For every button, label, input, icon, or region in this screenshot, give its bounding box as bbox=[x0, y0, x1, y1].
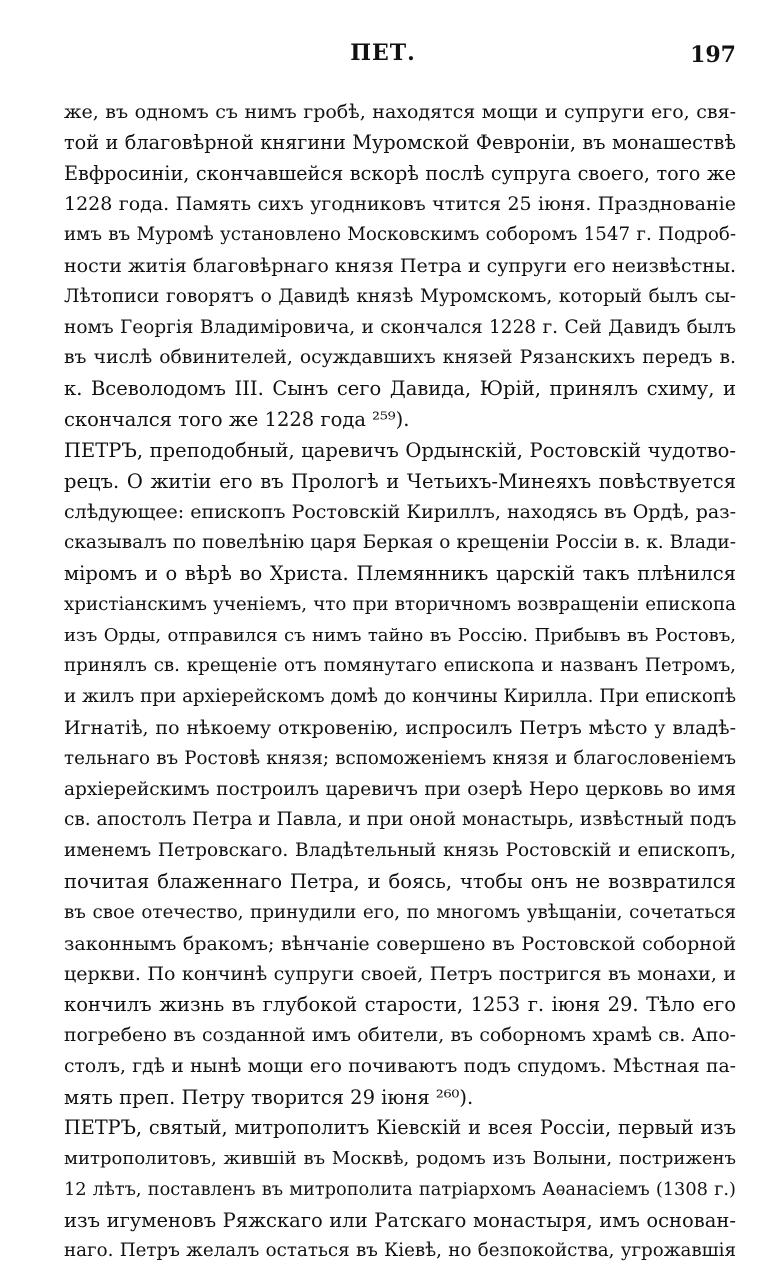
text-line: св. апостолъ Петра и Павла, и при оной монастырь, извѣстный подъ bbox=[64, 809, 736, 831]
text-line: 1228 года. Память сихъ угодниковъ чтится 25 іюня. Празднованіе bbox=[64, 193, 736, 216]
body-text bbox=[64, 97, 736, 1267]
text-line: Игнатіѣ, по нѣкоему откровенію, испросилъ Петръ мѣсто у владѣ- bbox=[64, 716, 736, 739]
page-header bbox=[0, 40, 766, 80]
text-line: церкви. По кончинѣ супруги своей, Петръ постригся въ монахи, и bbox=[64, 963, 736, 986]
text-line: той и благовѣрной княгини Муромской Февроніи, въ монашествѣ bbox=[64, 130, 736, 154]
page-number: 197 bbox=[690, 42, 736, 68]
text-line: слѣдующее: епископъ Ростовскій Кириллъ, находясь въ Ордѣ, раз- bbox=[64, 501, 736, 524]
text-line: Евфросиніи, скончавшейся вскорѣ послѣ супруга своего, того же bbox=[64, 161, 736, 185]
text-line: погребено въ созданной имъ обители, въ соборномъ храмѣ св. Апо- bbox=[64, 1024, 736, 1046]
text-line: же, въ одномъ съ нимъ гробѣ, находятся мощи и супруги его, свя- bbox=[64, 101, 736, 123]
text-line: принялъ св. крещеніе отъ помянутаго епископа и названъ Петромъ, bbox=[64, 655, 736, 677]
text-line: скончался того же 1228 года ²⁵⁹). bbox=[64, 407, 410, 431]
text-line: въ свое отечество, принудили его, по многомъ увѣщаніи, сочетаться bbox=[64, 901, 736, 923]
text-line: тельнаго въ Ростовѣ князя; вспоможеніемъ князя и благословеніемъ bbox=[64, 747, 736, 769]
text-line: христіанскимъ ученіемъ, что при вторичномъ возвращеніи епископа bbox=[64, 593, 736, 615]
text-line: и жилъ при архіерейскомъ домѣ до кончины Кирилла. При епископѣ bbox=[64, 686, 736, 708]
text-line: въ числѣ обвинителей, осуждавшихъ князей Рязанскихъ передъ в. bbox=[64, 347, 736, 369]
running-head: ПЕТ. bbox=[350, 40, 416, 66]
text-line: мять преп. Петру творится 29 іюня ²⁶⁰). bbox=[64, 1085, 474, 1109]
text-line: столъ, гдѣ и нынѣ мощи его почиваютъ подъ спудомъ. Мѣстная па- bbox=[64, 1055, 736, 1077]
text-line: сказывалъ по повелѣнію царя Беркая о крещеніи Россіи в. к. Влади- bbox=[64, 532, 736, 554]
text-line: архіерейскимъ построилъ царевичъ при озерѣ Неро церковь во имя bbox=[64, 778, 736, 800]
text-line: имъ въ Муромѣ установлено Московскимъ соборомъ 1547 г. Подроб- bbox=[64, 224, 736, 246]
text-line: рецъ. О житіи его въ Прологѣ и Четьихъ-Минеяхъ повѣствуется bbox=[64, 469, 736, 493]
text-line: именемъ Петровскаго. Владѣтельный князь Ростовскій и епископъ, bbox=[64, 840, 736, 862]
paragraph-1 bbox=[64, 97, 736, 436]
text-line: к. Всеволодомъ III. Сынъ сего Давида, Юрій, принялъ схиму, и bbox=[64, 377, 736, 401]
text-line: законнымъ бракомъ; вѣнчаніе совершено въ Ростовской соборной bbox=[64, 932, 736, 955]
text-line: почитая блаженнаго Петра, и боясь, чтобы онъ не возвратился bbox=[64, 869, 736, 893]
text-line: міромъ и о вѣрѣ во Христа. Племянникъ царскій такъ плѣнился bbox=[64, 561, 736, 585]
text-line: ПЕТРЪ, преподобный, царевичъ Ордынскій, Ростовскій чудотво- bbox=[64, 438, 736, 462]
text-line: Лѣтописи говорятъ о Давидѣ князѣ Муромскомъ, который былъ сы- bbox=[64, 285, 736, 307]
text-line: номъ Георгія Владиміровича, и скончался 1228 г. Сей Давидъ былъ bbox=[64, 316, 736, 338]
text-line: изъ игуменовъ Ряжскаго или Ратскаго монастыря, имъ основан- bbox=[64, 1208, 736, 1232]
text-line: митрополитовъ, жившій въ Москвѣ, родомъ изъ Волыни, постриженъ bbox=[64, 1148, 736, 1170]
text-line: изъ Орды, отправился съ нимъ тайно въ Россію. Прибывъ въ Ростовъ, bbox=[64, 624, 736, 646]
text-line: кончилъ жизнь въ глубокой старости, 1253 г. іюня 29. Тѣло его bbox=[64, 993, 736, 1017]
paragraph-2 bbox=[64, 436, 736, 1114]
text-line: ПЕТРЪ, святый, митрополитъ Кіевскій и всея Россіи, первый изъ bbox=[64, 1116, 736, 1140]
text-line: 12 лѣтъ, поставленъ въ митрополита патріархомъ Аѳанасіемъ (1308 г.) bbox=[64, 1179, 736, 1200]
text-line: наго. Петръ желалъ остаться въ Кіевѣ, но безпокойства, угрожавшія bbox=[64, 1240, 736, 1262]
text-line: ности житія благовѣрнаго князя Петра и супруги его неизвѣстны. bbox=[64, 254, 736, 277]
paragraph-3 bbox=[64, 1113, 736, 1267]
